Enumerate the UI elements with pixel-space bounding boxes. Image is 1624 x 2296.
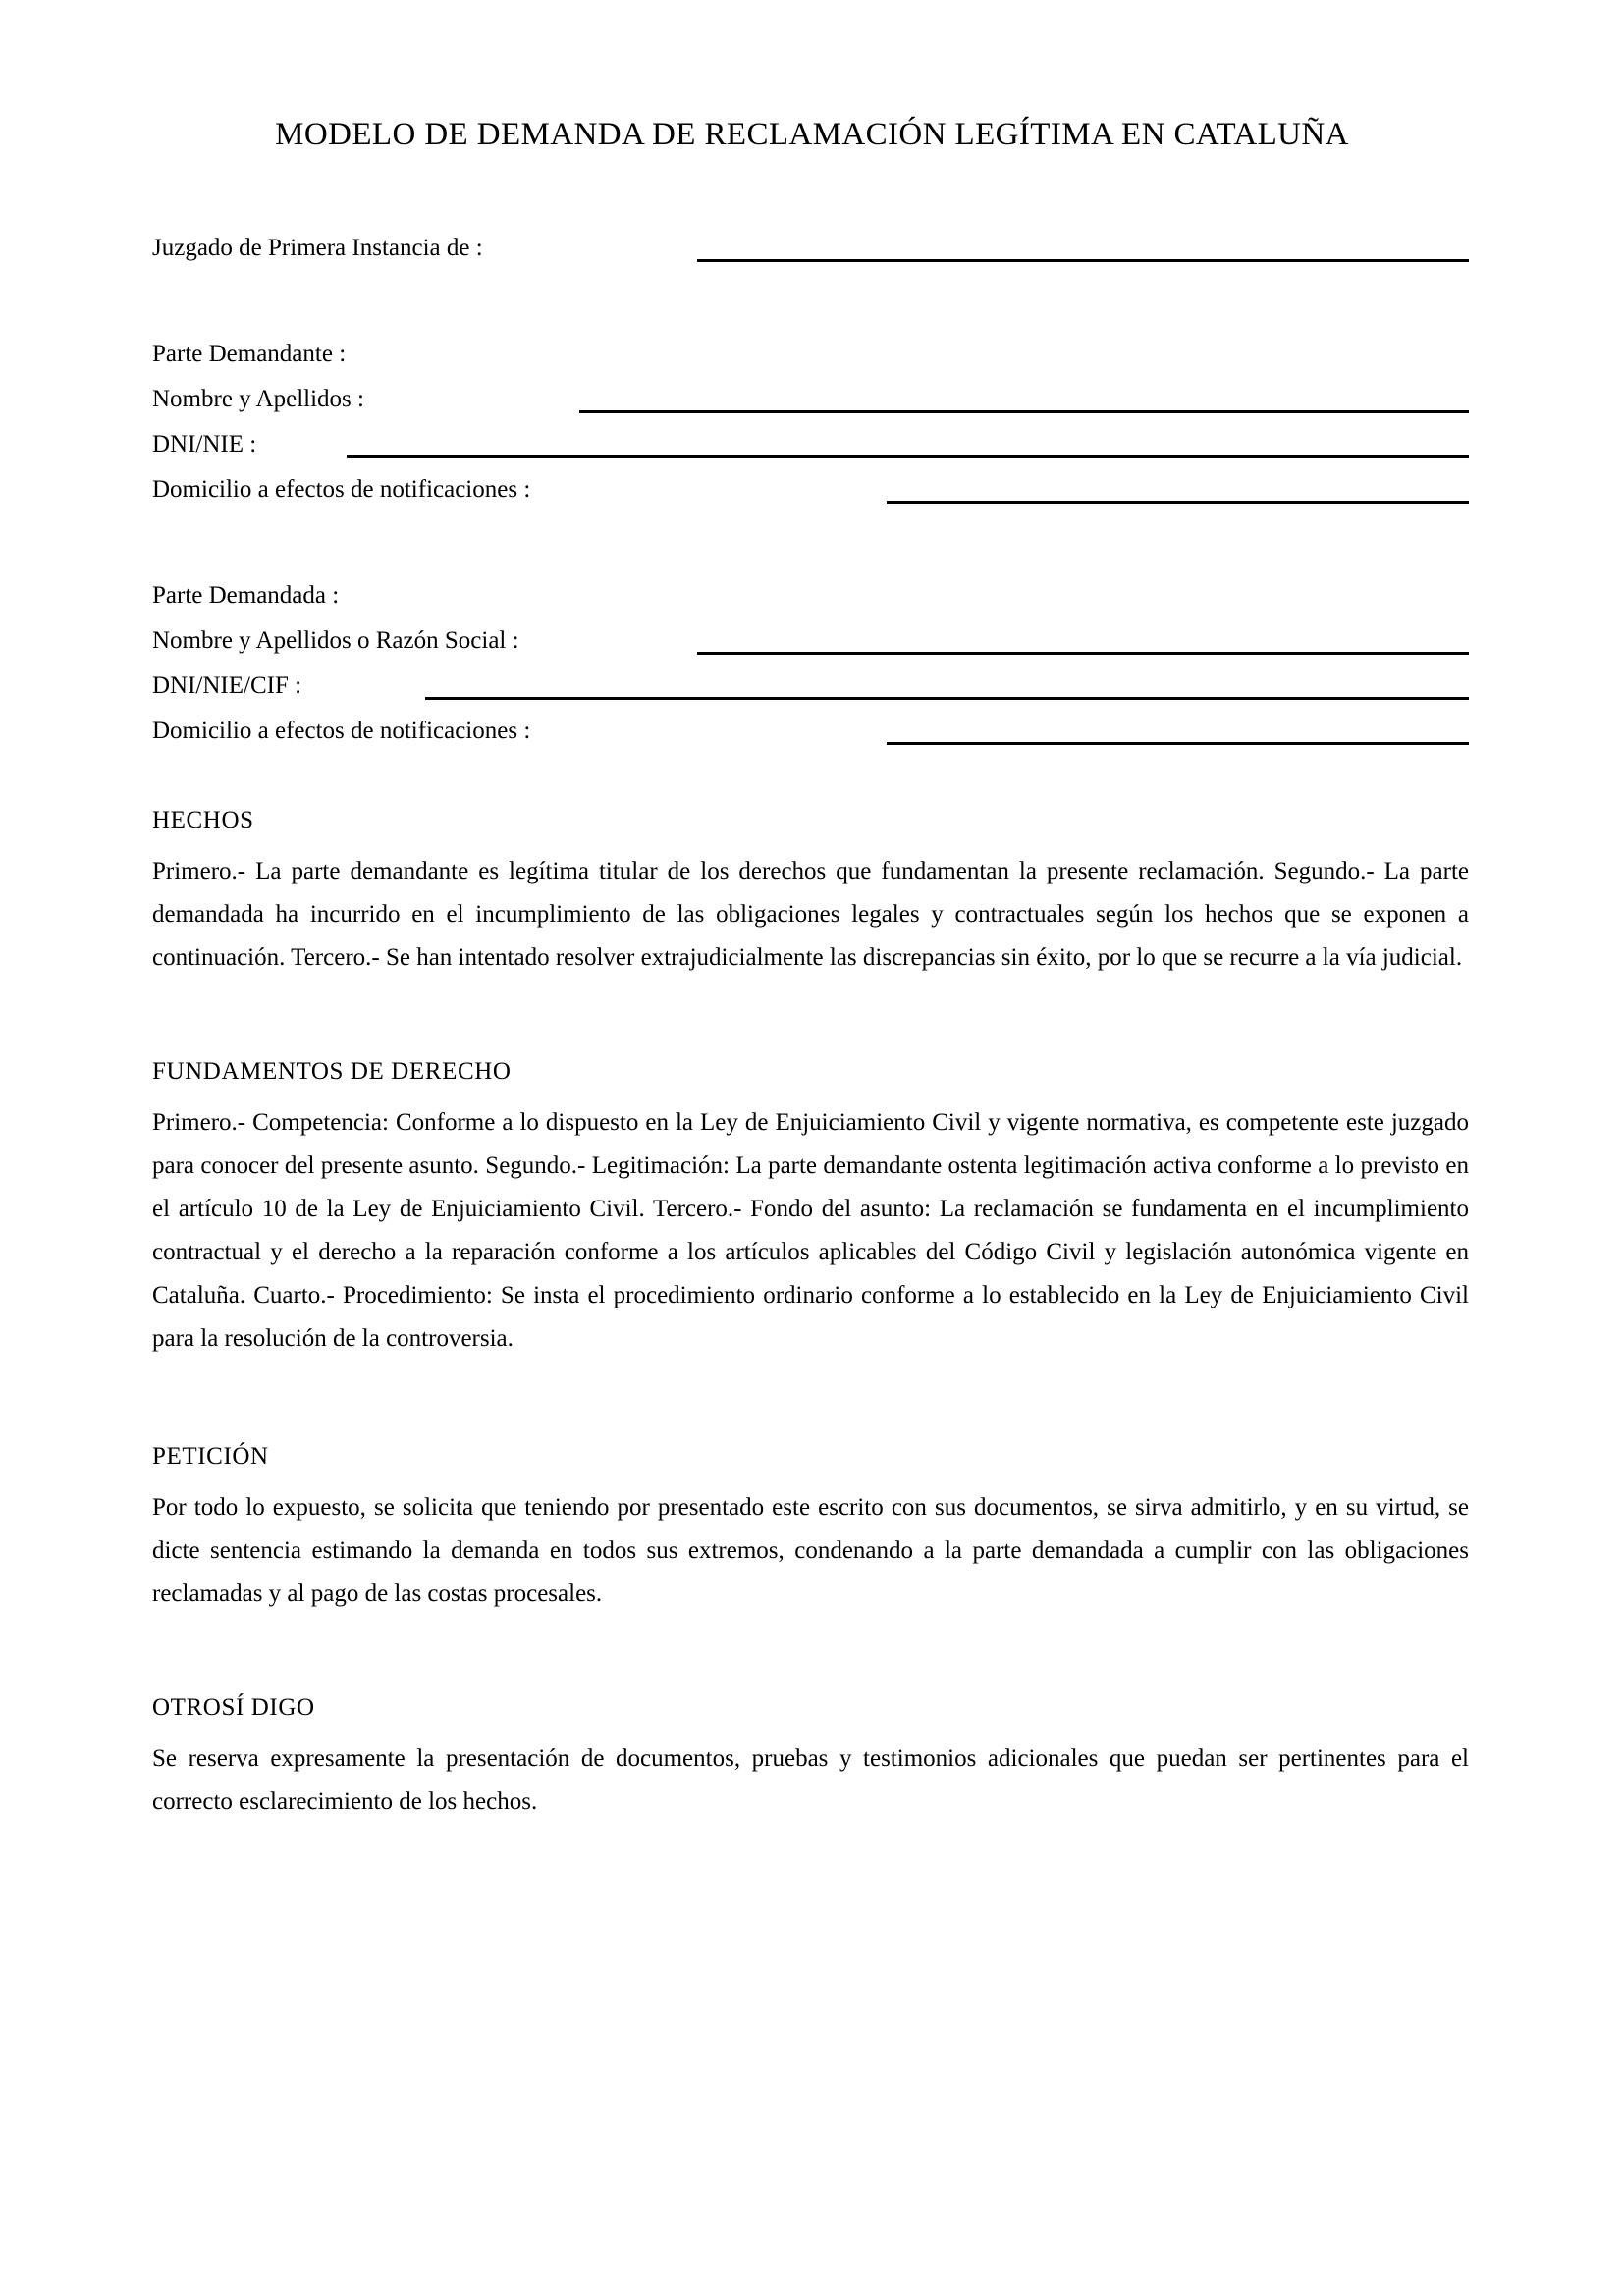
field-rule-claimant-domicilio[interactable] bbox=[887, 501, 1469, 504]
section-heading-otrosi-digo: OTROSÍ DIGO bbox=[152, 1694, 315, 1721]
field-label-defendant-nombre: Nombre y Apellidos o Razón Social : bbox=[152, 627, 519, 654]
section-body-hechos: Primero.- La parte demandante es legítima titular de los derechos que fundamentan la presente reclamación. Segundo.- La parte demandada ha incurrido en el incumplimiento de las obligaciones legales y contractuales según los hechos que se exponen a continuación. Tercero.- Se han intentado resolver extrajudicialmente las discrepancias sin éxito, por lo que se recurre a la vía judicial. bbox=[152, 858, 1469, 971]
field-rule-claimant-nombre[interactable] bbox=[579, 410, 1469, 413]
field-label-juzgado: Juzgado de Primera Instancia de : bbox=[152, 235, 483, 261]
field-row-defendant-nombre bbox=[152, 618, 1469, 664]
field-rule-defendant-nombre[interactable] bbox=[697, 652, 1469, 655]
field-row-defendant-domicilio bbox=[152, 709, 1469, 754]
field-label-claimant-dni: DNI/NIE : bbox=[152, 431, 257, 457]
section-body-otrosi-digo: Se reserva expresamente la presentación de documentos, pruebas y testimonios adicionales que puedan ser pertinentes para el correcto esclarecimiento de los hechos. bbox=[152, 1745, 1469, 1815]
spacer bbox=[152, 980, 1469, 1050]
spacer bbox=[152, 754, 1469, 799]
field-row-claimant-nombre bbox=[152, 377, 1469, 422]
document-content bbox=[152, 226, 1469, 1824]
spacer bbox=[152, 1361, 1469, 1435]
field-label-defendant-domicilio: Domicilio a efectos de notificaciones : bbox=[152, 718, 531, 744]
field-row-claimant-dni bbox=[152, 422, 1469, 467]
section-heading-hechos: HECHOS bbox=[152, 807, 254, 833]
group-label-parte-demandante: Parte Demandante : bbox=[152, 341, 347, 367]
section-hechos bbox=[152, 799, 1469, 980]
spacer bbox=[152, 512, 1469, 573]
spacer bbox=[152, 1616, 1469, 1686]
field-row-claimant-domicilio bbox=[152, 467, 1469, 512]
group-label-parte-demandada: Parte Demandada : bbox=[152, 582, 340, 609]
spacer bbox=[152, 271, 1469, 332]
section-body-peticion: Por todo lo expuesto, se solicita que teniendo por presentado este escrito con sus documentos, se sirva admitirlo, y en su virtud, se dicte sentencia estimando la demanda en todos sus extremos, condenando a la parte demandada a cumplir con las obligaciones reclamadas y al pago de las costas procesales. bbox=[152, 1494, 1469, 1607]
field-rule-claimant-dni[interactable] bbox=[347, 455, 1469, 458]
field-row-defendant-dni bbox=[152, 664, 1469, 709]
field-rule-defendant-dni[interactable] bbox=[425, 697, 1469, 700]
section-body-fundamentos-de-derecho: Primero.- Competencia: Conforme a lo dispuesto en la Ley de Enjuiciamiento Civil y vigente normativa, es competente este juzgado para conocer del presente asunto. Segundo.- Legitimación: La parte demandante ostenta legitimación activa conforme a lo previsto en el artículo 10 de la Ley de Enjuiciamiento Civil. Tercero.- Fondo del asunto: La reclamación se fundamenta en el incumplimiento contractual y el derecho a la reparación conforme a los artículos aplicables del Código Civil y legislación autonómica vigente en Cataluña. Cuarto.- Procedimiento: Se insta el procedimiento ordinario conforme a lo establecido en la Ley de Enjuiciamiento Civil para la resolución de la controversia. bbox=[152, 1109, 1469, 1352]
page-title: MODELO DE DEMANDA DE RECLAMACIÓN LEGÍTIMA EN CATALUÑA bbox=[275, 117, 1349, 152]
field-label-claimant-domicilio: Domicilio a efectos de notificaciones : bbox=[152, 476, 531, 503]
field-label-claimant-nombre: Nombre y Apellidos : bbox=[152, 386, 364, 412]
field-row-juzgado bbox=[152, 226, 1469, 271]
section-fundamentos-de-derecho bbox=[152, 1050, 1469, 1361]
section-otrosi-digo bbox=[152, 1686, 1469, 1824]
field-rule-defendant-domicilio[interactable] bbox=[887, 742, 1469, 745]
section-heading-peticion: PETICIÓN bbox=[152, 1443, 269, 1469]
field-label-defendant-dni: DNI/NIE/CIF : bbox=[152, 672, 302, 699]
field-rule-juzgado[interactable] bbox=[697, 259, 1469, 262]
section-peticion bbox=[152, 1435, 1469, 1616]
section-heading-fundamentos-de-derecho: FUNDAMENTOS DE DERECHO bbox=[152, 1058, 512, 1085]
